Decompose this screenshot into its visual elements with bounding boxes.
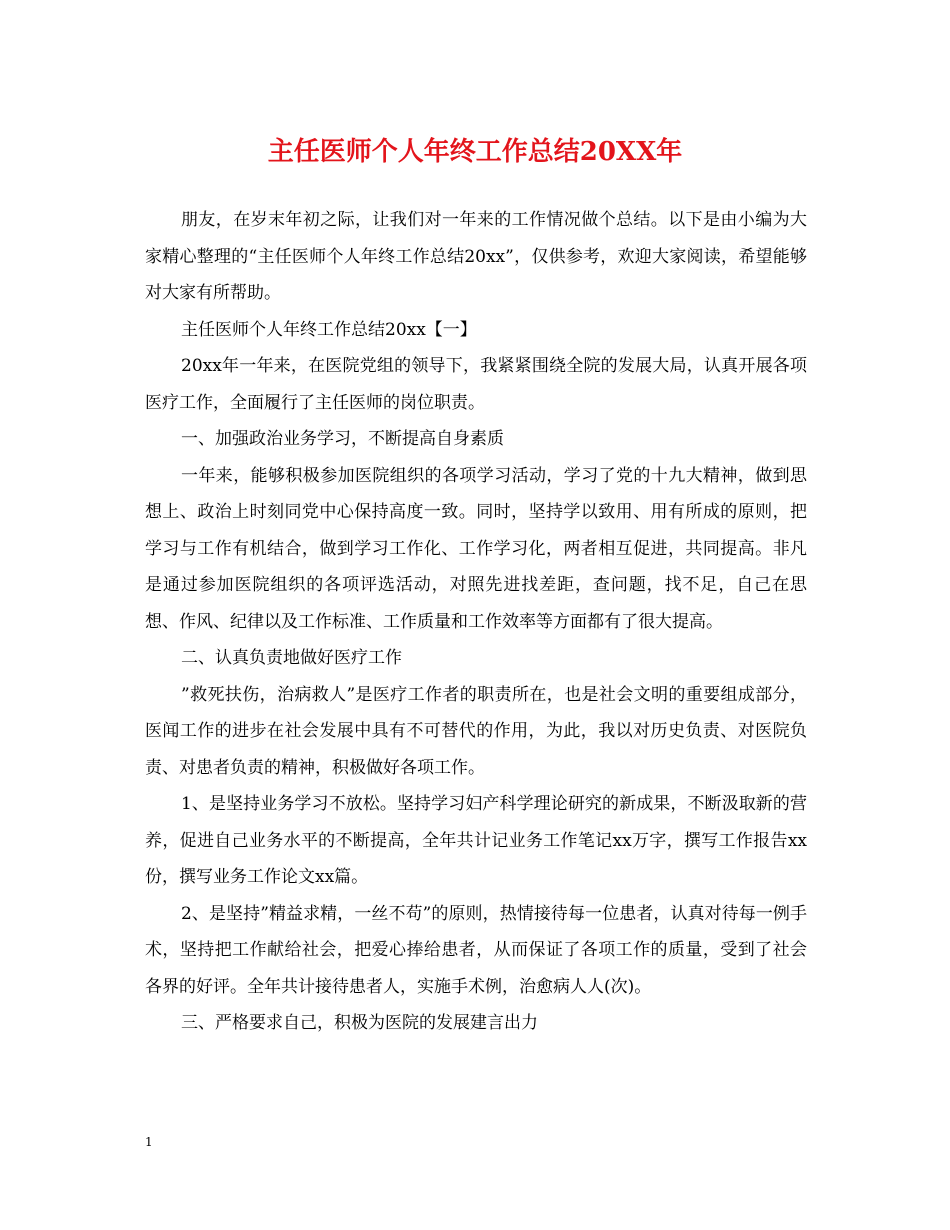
subsection-heading-medical: 二、认真负责地做好医疗工作 — [181, 648, 402, 668]
intro-paragraph: 朋友，在岁末年初之际，让我们对一年来的工作情况做个总结。以下是由小编为大家精心整理的“主任医师个人年终工作总结20xx”，仅供参考，欢迎大家阅读，希望能够对大家有所帮助。 — [145, 210, 807, 303]
list-item-study: 1、是坚持业务学习不放松。坚持学习妇产科学理论研究的新成果，不断汲取新的营养，促进自己业务水平的不断提高，全年共计记业务工作笔记xx万字，撰写工作报告xx份，撰写业务工作论文xx篇。 — [145, 794, 807, 887]
document-body — [145, 202, 807, 1042]
list-item-principle: 2、是坚持”精益求精，一丝不苟”的原则，热情接待每一位患者，认真对待每一例手术，坚持把工作献给社会，把爱心捧给患者，从而保证了各项工作的质量，受到了社会各界的好评。全年共计接待患者人，实施手术例，治愈病人人(次)。 — [145, 903, 807, 997]
document-title: 主任医师个人年终工作总结20XX年 — [267, 137, 683, 167]
subsection-heading-requirements: 三、严格要求自己，积极为医院的发展建言出力 — [181, 1013, 538, 1033]
body-paragraph: 20xx年一年来，在医院党组的领导下，我紧紧围绕全院的发展大局，认真开展各项医疗工作，全面履行了主任医师的岗位职责。 — [145, 356, 807, 413]
page-number: 1 — [145, 1135, 153, 1149]
subsection-heading-politics: 一、加强政治业务学习，不断提高自身素质 — [181, 429, 504, 449]
body-paragraph: 一年来，能够积极参加医院组织的各项学习活动，学习了党的十九大精神，做到思想上、政治上时刻同党中心保持高度一致。同时，坚持学以致用、用有所成的原则，把学习与工作有机结合，做到学习工作化、工作学习化，两者相互促进，共同提高。非凡是通过参加医院组织的各项评选活动，对照先进找差距，查问题，找不足，自己在思想、作风、纪律以及工作标准、工作质量和工作效率等方面都有了很大提高。 — [145, 465, 807, 632]
body-paragraph: ”救死扶伤，治病救人”是医疗工作者的职责所在，也是社会文明的重要组成部分，医闻工作的进步在社会发展中具有不可替代的作用，为此，我以对历史负责、对医院负责、对患者负责的精神，积极做好各项工作。 — [145, 684, 807, 778]
section-heading-one: 主任医师个人年终工作总结20xx【一】 — [181, 319, 477, 340]
